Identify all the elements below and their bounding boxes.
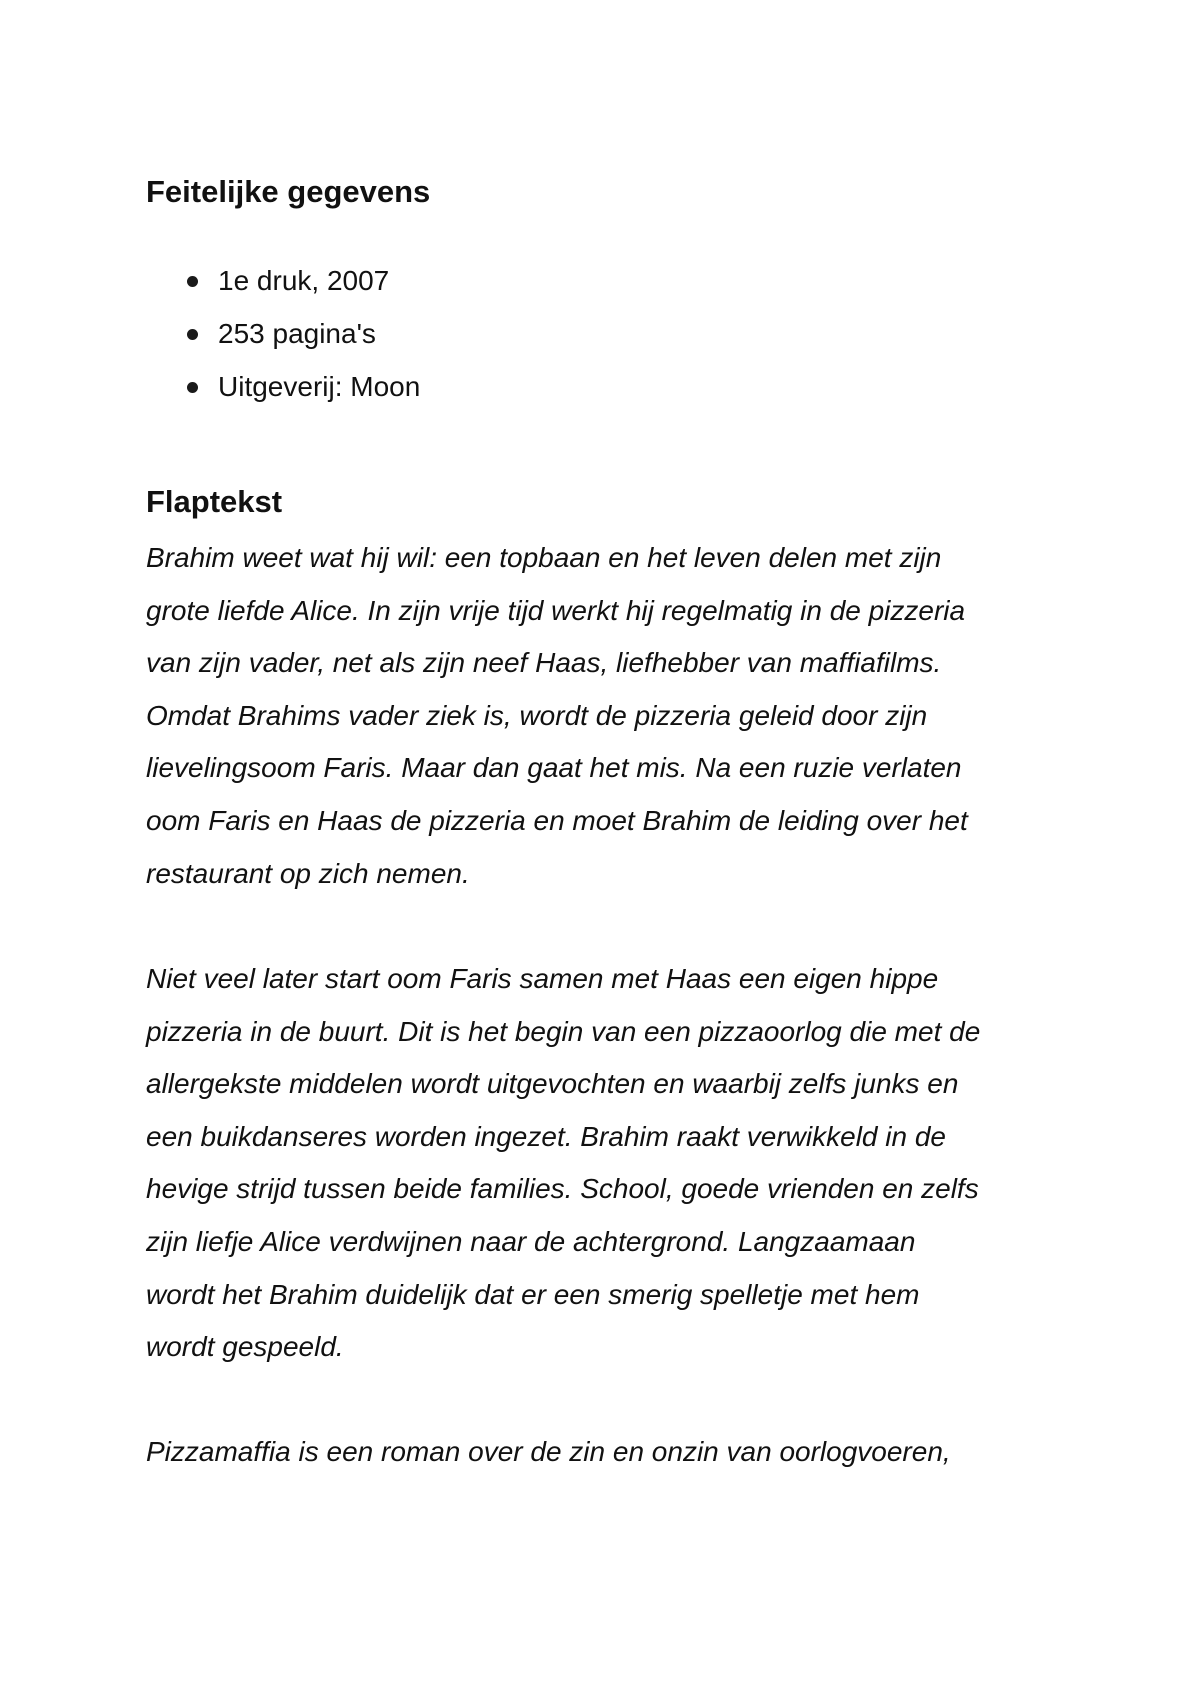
text-line: wordt het Brahim duidelijk dat er een smerig spelletje met hem	[146, 1278, 920, 1310]
text-line: restaurant op zich nemen.	[146, 857, 470, 889]
text-line: Niet veel later start oom Faris samen met Haas een eigen hippe	[146, 963, 939, 994]
text-line: hevige strijd tussen beide families. School, goede vrienden en zelfs	[146, 1173, 979, 1205]
fact-text: 1e druk, 2007	[218, 265, 390, 296]
text-line: Brahim weet wat hij wil: een topbaan en het leven delen met zijn	[146, 542, 942, 573]
list-item	[146, 261, 420, 314]
text-line: allergekste middelen wordt uitgevochten en waarbij zelfs junks en	[146, 1068, 959, 1100]
heading-flaptekst: Flaptekst	[146, 484, 283, 519]
text-line: Pizzamaffia is een roman over de zin en onzin van oorlogvoeren,	[146, 1436, 951, 1467]
list-item	[146, 367, 420, 420]
text-line: zijn liefje Alice verdwijnen naar de achtergrond. Langzaamaan	[146, 1225, 916, 1257]
facts-list	[146, 261, 420, 420]
flaptekst-paragraph-1	[146, 532, 1066, 900]
text-line: pizzeria in de buurt. Dit is het begin van een pizzaoorlog die met de	[146, 1015, 981, 1047]
heading-feitelijke-gegevens: Feitelijke gegevens	[146, 174, 431, 209]
list-item	[146, 314, 420, 367]
flaptekst-paragraph-2	[146, 953, 1066, 1374]
text-line: lievelingsoom Faris. Maar dan gaat het mis. Na een ruzie verlaten	[146, 752, 962, 784]
text-line: grote liefde Alice. In zijn vrije tijd werkt hij regelmatig in de pizzeria	[146, 594, 966, 626]
text-line: van zijn vader, net als zijn neef Haas, liefhebber van maffiafilms.	[146, 647, 942, 679]
text-line: oom Faris en Haas de pizzeria en moet Brahim de leiding over het	[146, 804, 968, 836]
flaptekst-paragraph-3	[146, 1426, 1066, 1479]
fact-text: 253 pagina's	[218, 318, 376, 349]
bullet-icon	[187, 329, 198, 340]
text-line: een buikdanseres worden ingezet. Brahim raakt verwikkeld in de	[146, 1120, 946, 1152]
text-line: wordt gespeeld.	[146, 1331, 344, 1363]
text-line: Omdat Brahims vader ziek is, wordt de pizzeria geleid door zijn	[146, 699, 928, 731]
fact-text: Uitgeverij: Moon	[218, 371, 421, 402]
bullet-icon	[187, 382, 198, 393]
bullet-icon	[187, 276, 198, 287]
